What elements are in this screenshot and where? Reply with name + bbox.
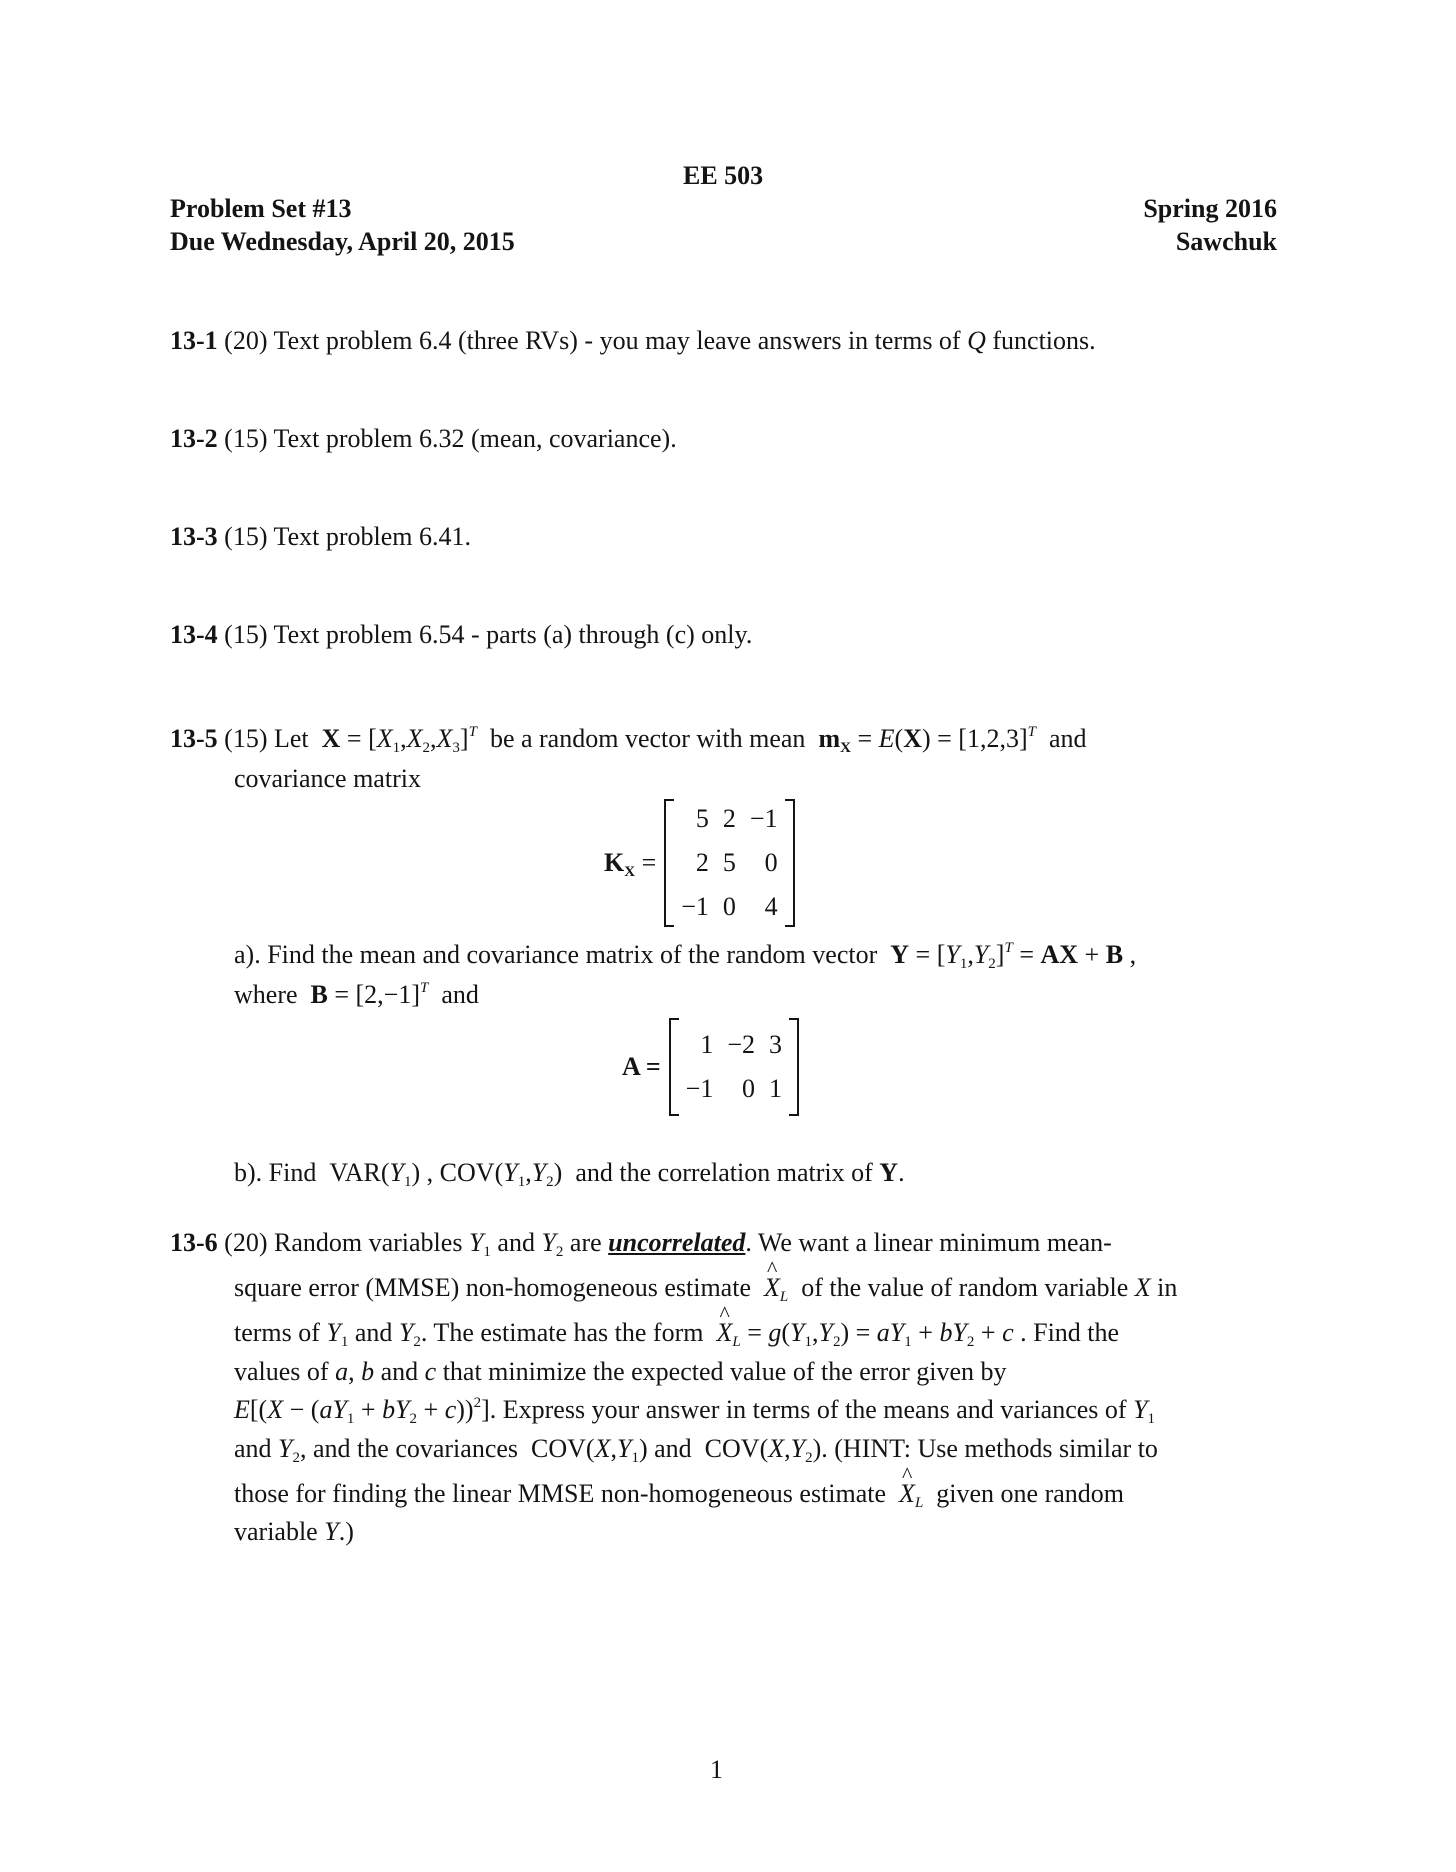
instructor: Sawchuk [1175,227,1277,256]
formula-var-cov: $VAR(Y_1)$ , $COV(Y_1,Y_2)$ [322,1158,569,1190]
matrix-table: 1 −2 3 −1 0 1 [685,1029,783,1103]
formula-X: $X = [X_1,X_2,X_3]^T$ [321,724,477,756]
due-date: Due Wednesday, April 20, 2015 [170,227,515,256]
course-title: EE 503 [683,161,764,190]
semester: Spring 2016 [1143,194,1277,223]
bracket-right [789,1018,799,1116]
matrix-A [622,1018,799,1116]
problem-13-6-line4: values of a, b and c that minimize the expected value of the error given by [234,1357,1007,1386]
problem-13-6-line7: those for finding the linear MMSE non-homogeneous estimate ^ $X_L$ given one random [234,1478,1124,1511]
problem-number: 13-2 [170,424,218,453]
problem-set-title: Problem Set #13 [170,194,352,223]
matrix-label: A = [622,1051,661,1081]
problem-13-5-part-a: a). Find the mean and covariance matrix of the random vector $Y = [Y_1,Y_2]^T$ = AX + B , [234,940,1137,972]
formula-estimate: ^ $X_L = g(Y_1,Y_2) = aY_1 + bY_2 + c$ [710,1318,1020,1347]
formula-Y: $Y = [Y_1,Y_2]^T$ = AX + B , [890,940,1137,972]
problem-13-5-line1: 13-5 (15) Let $X = [X_1,X_2,X_3]^T$ be a random vector with mean $m_X = E(X) = [1,2,3]^T$ and [170,724,1087,756]
problem-13-3: 13-3 (15) Text problem 6.41. [170,522,471,551]
bracket-left [664,799,674,927]
problem-13-2: 13-2 (15) Text problem 6.32 (mean, covariance). [170,424,677,453]
problem-13-6-line2: square error (MMSE) non-homogeneous estimate ^ $X_L$ of the value of random variable X in [234,1272,1177,1305]
page-number: 1 [710,1755,723,1784]
problem-13-6-line3: terms of $Y_1$ and $Y_2$. The estimate has the form ^ $X_L = g(Y_1,Y_2) = aY_1 + bY_2 + c$ . Find the [234,1317,1119,1350]
problem-number: 13-1 [170,326,218,355]
bracket-right [785,799,795,927]
problem-13-6-line6: and $Y_2$, and the covariances $COV(X,Y_1)$ and $COV(X,Y_2)$. (HINT: Use methods similar to [234,1434,1158,1466]
problem-13-4: 13-4 (15) Text problem 6.54 - parts (a) through (c) only. [170,620,753,649]
problem-13-5-part-b: b). Find $VAR(Y_1)$ , $COV(Y_1,Y_2)$ and the correlation matrix of Y. [234,1158,905,1190]
problem-13-6-line1: 13-6 (20) Random variables $Y_1$ and $Y_2$ are uncorrelated. We want a linear minimum mean- [170,1228,1112,1260]
problem-13-5-line2: covariance matrix [234,764,421,793]
problem-number: 13-3 [170,522,218,551]
bracket-left [669,1018,679,1116]
problem-13-1: 13-1 (20) Text problem 6.4 (three RVs) - you may leave answers in terms of Q functions. [170,326,1096,355]
matrix-Kx [604,797,795,929]
formula-error: $E[(X - (aY_1 + bY_2 + c))^2]$ [234,1395,490,1427]
formula-B: $B = [2,-1]^T$ [310,980,429,1009]
problem-number: 13-5 [170,724,218,753]
problem-13-6-line8: variable Y.) [234,1517,354,1546]
problem-number: 13-6 [170,1228,218,1257]
problem-13-6-line5: $E[(X - (aY_1 + bY_2 + c))^2]$. Express your answer in terms of the means and variances of $Y_1$ [234,1395,1156,1427]
problem-13-5-part-a-line2: where $B = [2,-1]^T$ and [234,980,479,1009]
matrix-label: $K_X$ = [604,847,657,880]
formula-mean: $m_X = E(X) = [1,2,3]^T$ [818,724,1036,756]
problem-number: 13-4 [170,620,218,649]
matrix-table: 5 2 −1 2 5 0 −1 0 4 [681,803,778,921]
